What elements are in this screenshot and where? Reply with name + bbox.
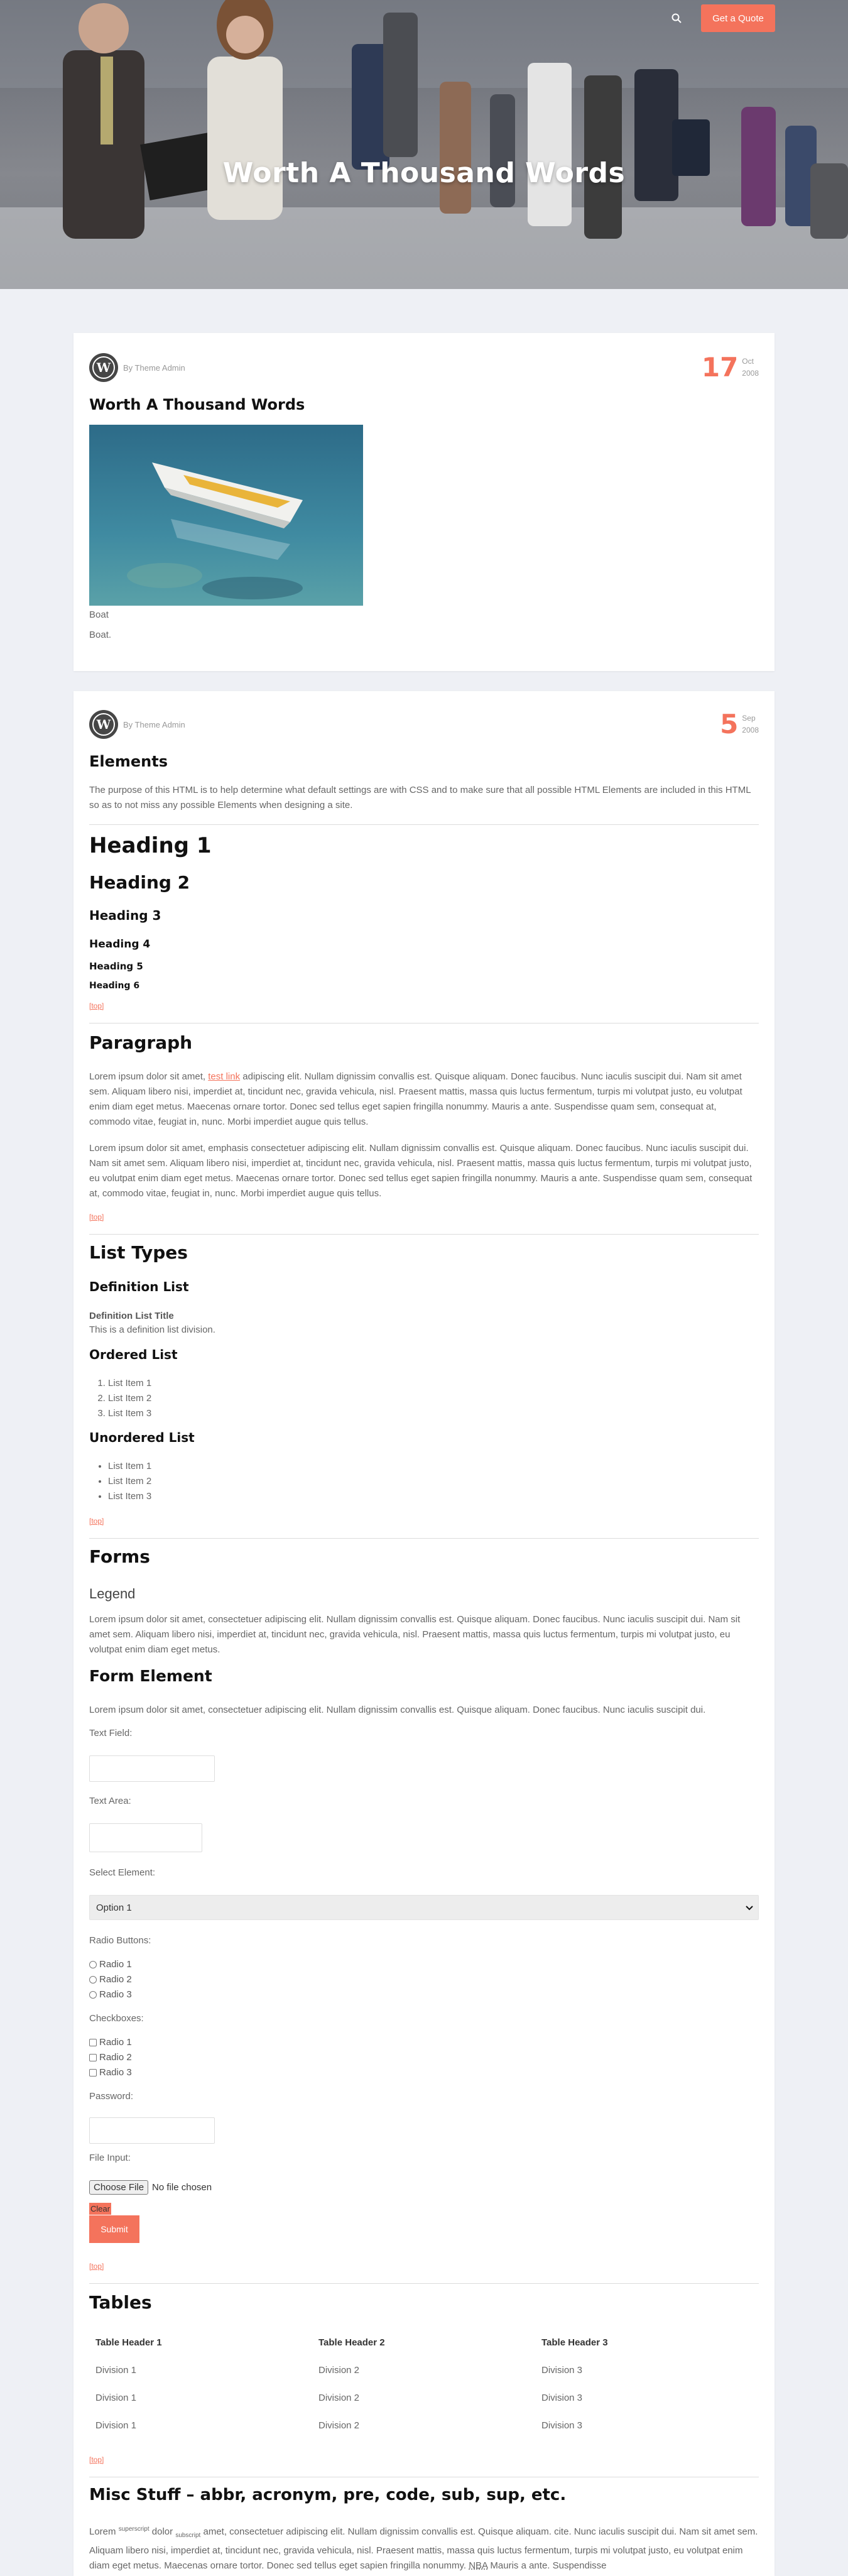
misc-text: amet, consectetuer adipiscing elit. Nullam dignissim convallis est. Quisque aliquam. bbox=[200, 2526, 555, 2537]
post-card-2 bbox=[73, 691, 775, 2576]
list-item: 2. List Item 2 bbox=[108, 1391, 778, 1406]
svg-text:W: W bbox=[96, 717, 111, 732]
paragraph-1-text-rest: adipiscing elit. Nullam dignissim convallis est. Quisque aliquam. Donec faucibus. Nunc iaculis suscipit dui. Nam sit amet sem. Aliquam libero nisi, imperdiet at, tincidunt nec, gravida vehicula, nisl. Praesent mattis, massa quis luctus fermentum, turpis mi volutpat justo, eu volutpat enim diam eget metus. Maecenas ornare tortor. Donec sed tellus eget sapien fringilla nonummy. Mauris a ante. Suspendisse quam sem, consequat at, commodo vitae, feugiat in, nunc. Morbi imperdiet augue quis tellus. bbox=[89, 1071, 742, 1127]
list-item: • List Item 3 bbox=[108, 1489, 778, 1504]
paragraph-2: Lorem ipsum dolor sit amet, emphasis consectetuer adipiscing elit. Nullam dignissim convallis est. Quisque aliquam. Donec faucibus. Nunc iaculis suscipit dui. Nam sit amet sem. Aliquam libero nisi, imperdiet at, tincidunt nec, gravida vehicula, nisl. Praesent mattis, massa quis luctus fermentum, turpis mi volutpat justo, eu volutpat enim diam eget metus. Maecenas ornare tortor. Donec sed tellus eget sapien fringilla nonummy. Mauris a ante. Suspendisse quam sem, consequat at, commodo vitae, feugiat in, nunc. Morbi imperdiet augue quis tellus. bbox=[89, 1143, 753, 1199]
legend: Legend bbox=[89, 1586, 136, 1602]
misc-text: Lorem bbox=[89, 2526, 116, 2537]
radio-option-3[interactable] bbox=[89, 1989, 132, 2000]
author-name[interactable]: By Theme Admin bbox=[123, 363, 185, 373]
misc-text: dolor bbox=[149, 2526, 176, 2537]
misc-paragraph bbox=[89, 2522, 759, 2573]
checkbox-text: Radio 1 bbox=[99, 2037, 132, 2048]
chevron-down-icon bbox=[746, 1905, 753, 1911]
table-cell: Division 3 bbox=[541, 2393, 583, 2403]
top-link[interactable]: [top] bbox=[89, 2455, 104, 2464]
paragraph-heading: Paragraph bbox=[89, 1032, 193, 1053]
subscript: subscript bbox=[175, 2532, 201, 2539]
misc-text: . Nunc iaculis suscipit dui. Nam sit amet sem. Aliquam libero nisi, imperdiet at, tincidunt nec, gravida vehicula, nisl. Praesent mattis, massa quis luctus fermentum, turpis mi volutpat justo, eu volutpat enim diam eget metus. Maecenas ornare tortor. Donec sed tellus eget sapien fringilla nonummy. bbox=[89, 2526, 758, 2571]
ordered-list bbox=[89, 1376, 778, 1421]
radio-option-2[interactable] bbox=[89, 1974, 132, 1985]
radio-icon[interactable] bbox=[89, 1961, 97, 1968]
cite: cite bbox=[554, 2526, 569, 2537]
radio-text: Radio 3 bbox=[99, 1989, 132, 2000]
checkbox-icon[interactable] bbox=[89, 2039, 97, 2046]
post-author bbox=[89, 353, 759, 382]
post-title[interactable]: Elements bbox=[89, 753, 168, 770]
post-date bbox=[720, 711, 759, 738]
image-caption: Boat bbox=[89, 609, 109, 620]
unordered-list bbox=[89, 1459, 778, 1504]
date-year: 2008 bbox=[742, 726, 759, 734]
paragraph-1-text: Lorem ipsum dolor sit amet, bbox=[89, 1071, 209, 1082]
divider bbox=[89, 1538, 759, 1539]
radio-text: Radio 1 bbox=[99, 1959, 132, 1970]
top-link[interactable]: [top] bbox=[89, 1517, 104, 1525]
text-field-input[interactable] bbox=[89, 1755, 215, 1782]
list-item: • List Item 2 bbox=[108, 1474, 778, 1489]
table-header-2: Table Header 2 bbox=[318, 2337, 385, 2348]
select-label: Select Element: bbox=[89, 1867, 156, 1878]
definition-list-heading: Definition List bbox=[89, 1279, 189, 1294]
text-area-input[interactable] bbox=[89, 1823, 202, 1852]
no-file-text: No file chosen bbox=[152, 2182, 212, 2193]
hero-banner bbox=[0, 0, 848, 289]
table-cell: Division 2 bbox=[318, 2393, 360, 2403]
table-header-3: Table Header 3 bbox=[541, 2337, 608, 2348]
checkbox-option-1[interactable] bbox=[89, 2037, 132, 2048]
select-element[interactable] bbox=[89, 1895, 759, 1920]
post-card-1 bbox=[73, 333, 775, 671]
heading-2: Heading 2 bbox=[89, 872, 190, 893]
date-year: 2008 bbox=[742, 369, 759, 378]
table-cell: Division 2 bbox=[318, 2420, 360, 2431]
radio-icon[interactable] bbox=[89, 1976, 97, 1984]
svg-text:W: W bbox=[96, 360, 111, 375]
top-link[interactable]: [top] bbox=[89, 1213, 104, 1221]
legend-text: Lorem ipsum dolor sit amet, consectetuer adipiscing elit. Nullam dignissim convallis est. Quisque aliquam. Donec faucibus. Nunc iaculis suscipit dui. Nam sit amet sem. Aliquam libero nisi, imperdiet at, tincidunt nec, gravida vehicula, nisl. Praesent mattis, massa quis luctus fermentum, turpis mi volutpat justo, eu volutpat enim diam eget metus. bbox=[89, 1614, 741, 1655]
text-area-label: Text Area: bbox=[89, 1796, 131, 1806]
password-input[interactable] bbox=[89, 2117, 215, 2144]
radio-option-1[interactable] bbox=[89, 1959, 132, 1970]
radio-icon[interactable] bbox=[89, 1991, 97, 1999]
misc-heading: Misc Stuff – abbr, acronym, pre, code, sub, sup, etc. bbox=[89, 2486, 567, 2504]
date-day: 5 bbox=[720, 709, 739, 740]
form-element-heading: Form Element bbox=[89, 1667, 212, 1685]
top-link[interactable]: [top] bbox=[89, 2262, 104, 2271]
hero-title: Worth A Thousand Words bbox=[222, 157, 626, 189]
file-input[interactable] bbox=[89, 2180, 212, 2195]
list-item: 1. List Item 1 bbox=[108, 1376, 778, 1391]
list-item: 3. List Item 3 bbox=[108, 1406, 778, 1421]
text-field-label: Text Field: bbox=[89, 1728, 133, 1738]
list-item: • List Item 1 bbox=[108, 1459, 778, 1474]
radio-label: Radio Buttons: bbox=[89, 1935, 151, 1946]
table-cell: Division 2 bbox=[318, 2365, 360, 2376]
checkbox-label: Checkboxes: bbox=[89, 2013, 144, 2024]
checkbox-option-2[interactable] bbox=[89, 2052, 132, 2063]
unordered-list-heading: Unordered List bbox=[89, 1430, 195, 1445]
heading-5: Heading 5 bbox=[89, 961, 143, 972]
ordered-list-heading: Ordered List bbox=[89, 1347, 178, 1362]
post-author bbox=[89, 710, 759, 739]
wordpress-logo-icon bbox=[89, 353, 118, 382]
password-label: Password: bbox=[89, 2091, 134, 2102]
post-intro: The purpose of this HTML is to help determine what default settings are with CSS and to make sure that all possible HTML Elements are included in this HTML so as to not miss any possible Elements when designing a site. bbox=[89, 785, 751, 810]
superscript: superscript bbox=[118, 2526, 149, 2533]
tables-heading: Tables bbox=[89, 2292, 152, 2313]
select-value: Option 1 bbox=[96, 1902, 132, 1913]
divider bbox=[89, 2283, 759, 2284]
heading-6: Heading 6 bbox=[89, 981, 140, 991]
abbr: NBA bbox=[469, 2560, 488, 2571]
top-link[interactable]: [top] bbox=[89, 1001, 104, 1010]
checkbox-icon[interactable] bbox=[89, 2054, 97, 2061]
author-name[interactable]: By Theme Admin bbox=[123, 719, 185, 729]
table-cell: Division 3 bbox=[541, 2420, 583, 2431]
search-button[interactable] bbox=[667, 9, 686, 28]
date-month: Sep bbox=[742, 714, 756, 723]
heading-1: Heading 1 bbox=[89, 833, 212, 858]
definition-description: This is a definition list division. bbox=[89, 1324, 215, 1335]
hero-background-image bbox=[0, 0, 848, 289]
definition-term: Definition List Title bbox=[89, 1311, 174, 1321]
test-link[interactable]: test link bbox=[208, 1071, 241, 1082]
checkbox-option-3[interactable] bbox=[89, 2067, 132, 2078]
table-header-1: Table Header 1 bbox=[95, 2337, 162, 2348]
wordpress-logo-icon bbox=[89, 710, 118, 739]
table-cell: Division 1 bbox=[95, 2393, 137, 2403]
checkbox-text: Radio 2 bbox=[99, 2052, 132, 2063]
heading-4: Heading 4 bbox=[89, 938, 151, 951]
post-title[interactable]: Worth A Thousand Words bbox=[89, 396, 305, 413]
table-cell: Division 1 bbox=[95, 2420, 137, 2431]
divider bbox=[89, 824, 759, 825]
post-date bbox=[702, 354, 759, 381]
forms-heading: Forms bbox=[89, 1546, 150, 1567]
search-icon bbox=[671, 13, 682, 23]
heading-3: Heading 3 bbox=[89, 908, 161, 923]
misc-text: Mauris a ante. Suspendisse bbox=[487, 2560, 607, 2571]
submit-button[interactable]: Submit bbox=[89, 2215, 139, 2243]
form-element-text: Lorem ipsum dolor sit amet, consectetuer adipiscing elit. Nullam dignissim convallis est. Quisque aliquam. Donec faucibus. Nunc iaculis suscipit dui. bbox=[89, 1705, 706, 1715]
table-cell: Division 1 bbox=[95, 2365, 137, 2376]
date-month: Oct bbox=[742, 357, 754, 366]
list-types-heading: List Types bbox=[89, 1242, 188, 1263]
file-input-label: File Input: bbox=[89, 2153, 131, 2163]
clear-button[interactable]: Clear bbox=[90, 2204, 111, 2213]
boat-image[interactable] bbox=[89, 425, 363, 606]
choose-file-button[interactable]: Choose File bbox=[89, 2180, 148, 2195]
date-day: 17 bbox=[701, 352, 739, 383]
table-cell: Division 3 bbox=[541, 2365, 583, 2376]
checkbox-text: Radio 3 bbox=[99, 2067, 132, 2078]
post-body: Boat. bbox=[89, 630, 112, 640]
divider bbox=[89, 1234, 759, 1235]
get-a-quote-button[interactable]: Get a Quote bbox=[701, 4, 775, 32]
paragraph-1 bbox=[89, 1069, 759, 1130]
radio-text: Radio 2 bbox=[99, 1974, 132, 1985]
checkbox-icon[interactable] bbox=[89, 2069, 97, 2077]
